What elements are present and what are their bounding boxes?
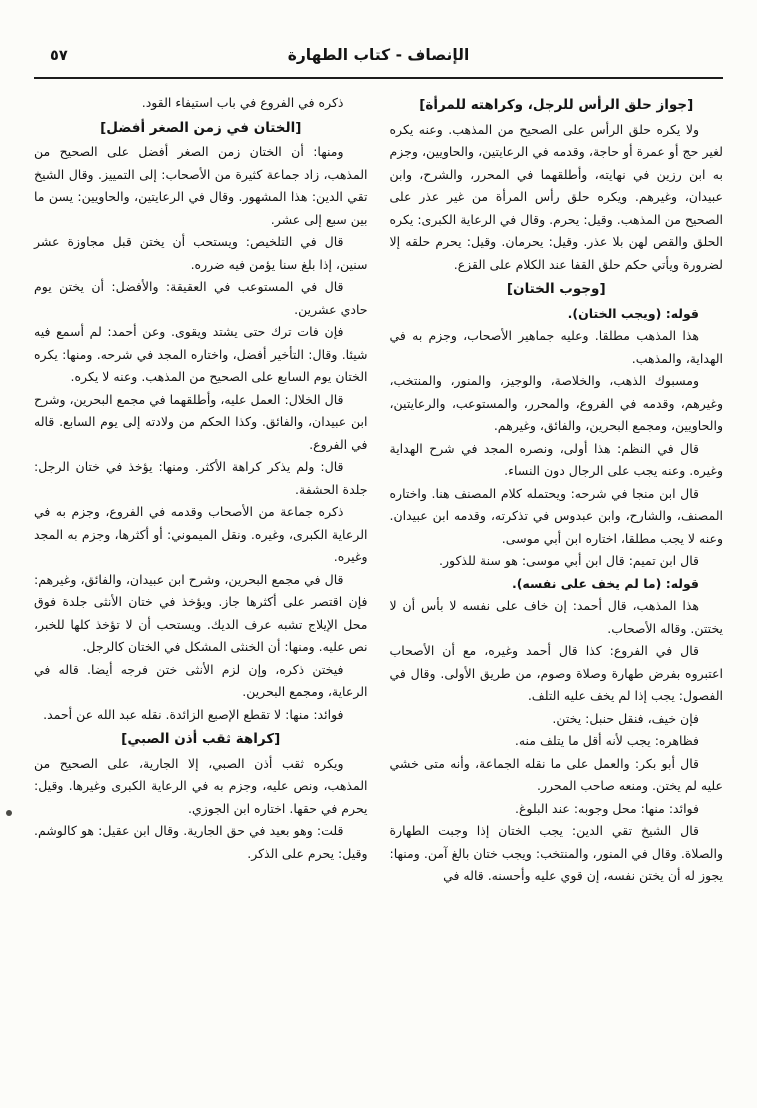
paragraph: فوائد: منها: محل وجوبه: عند البلوغ. bbox=[515, 800, 699, 816]
paragraph: قال ابن تميم: قال ابن أبي موسى: هو سنة للذكور. bbox=[439, 553, 699, 568]
page-header bbox=[34, 46, 723, 72]
paragraph: ذكره في الفروع في باب استيفاء القود. bbox=[141, 95, 344, 110]
paragraph: ويكره ثقب أذن الصبي، إلا الجارية، على الصحيح من المذهب، ونص عليه، وجزم به في الرعاية الكبرى وغيرها. وقيل: يحرم في حقها. اختاره ابن الجوزي. bbox=[34, 755, 368, 816]
header-rule bbox=[34, 77, 723, 79]
paragraph: قال في الفروع: كذا قال أحمد وغيره، مع أن الأصحاب اعتبروه بفرض طهارة وصلاة وصوم، من طريق الأولى. وقال في الفصول: يجب إذا لم يخف عليه التلف. bbox=[389, 643, 723, 703]
paragraph: قال الخلال: العمل عليه، وأطلقهما في مجمع البحرين، وشرح ابن عبيدان، والفائق. وكذا الحكم من ولادته إلى يوم السابع. قاله في الفروع. bbox=[34, 391, 368, 452]
paragraph: ولا يكره حلق الرأس على الصحيح من المذهب. وعنه يكره لغير حج أو عمرة أو حاجة، وقدمه في الرعايتين، والحاويين، وجزم به ابن رزين في نهايته، وأطلقهما في المحرر، والشرح، وابن عبيدان، وغيرهم. ويكره حلق رأس المرأة من غير عذر على الصحيح من المذهب. وقيل: يحرم. وقال في الرعاية الكبرى: يكره الحلق والقص لهن بلا عذر. وقيل: يحرمان. وقيل: يحرم حلقه إلا لضرورة ويأتي حكم حلق القفا عند الكلام على القزع. bbox=[389, 121, 723, 272]
paragraph: قلت: وهو بعيد في حق الجارية. وقال ابن عقيل: هو كالوشم. وقيل: يحرم على الذكر. bbox=[34, 823, 368, 861]
paragraph: هذا المذهب، قال أحمد: إن خاف على نفسه لا بأس أن لا يختتن. وقاله الأصحاب. bbox=[389, 598, 723, 636]
paragraph: قال في المستوعب في العقيقة: والأفضل: أن يختن يوم حادي عشرين. bbox=[34, 279, 368, 317]
paragraph: فوائد: منها: لا تقطع الإصبع الزائدة. نقله عبد الله عن أحمد. bbox=[43, 706, 344, 722]
paragraph: قال الشيخ تقي الدين: يجب الختان إذا وجبت الطهارة والصلاة. وقال في المنور، والمنتخب: ويجب ختان بالغ آمن. ومنها: يجوز له أن يختن نفسه، إن قوي عليه وأحسنه. قاله في bbox=[389, 823, 723, 883]
book-title: الإنصاف - كتاب الطهارة bbox=[287, 46, 470, 64]
paragraph: قال في التلخيص: ويستحب أن يختن قبل مجاوزة عشر سنين، إذا بلغ سنا يؤمن فيه ضرره. bbox=[34, 234, 368, 272]
section-heading: [كراهة ثقب أذن الصبي] bbox=[121, 731, 281, 747]
paragraph: فظاهره: يجب لأنه أقل ما يتلف منه. bbox=[514, 733, 699, 748]
paragraph: قال: ولم يذكر كراهة الأكثر. ومنها: يؤخذ في ختان الرجل: جلدة الحشفة. bbox=[34, 459, 368, 497]
paragraph: فإن خيف، فنقل حنبل: يختن. bbox=[552, 710, 699, 726]
column-right bbox=[390, 92, 724, 888]
paragraph: ومنها: أن الختان زمن الصغر أفضل على الصحيح من المذهب، زاد جماعة كثيرة من الأصحاب: إلى التمييز. وقال الشيخ تقي الدين: هذا المشهور. وقال في الرعايتين، والحاويين: يسن ما بين سبع إلى عشر. bbox=[34, 144, 368, 227]
paragraph: قال في النظم: هذا أولى، ونصره المجد في شرح الهداية وغيره. وعنه يجب على الرجال دون النساء. bbox=[389, 440, 723, 478]
margin-speck bbox=[6, 810, 12, 816]
paragraph: قوله: (ما لم يخف على نفسه). bbox=[511, 575, 699, 591]
paragraph: ذكره جماعة من الأصحاب وقدمه في الفروع، وجزم به في الرعاية الكبرى، وغيره. ونقل الميموني: أو أكثرها، وجزم به المجد وغيره. bbox=[34, 504, 368, 564]
section-heading: [وجوب الختان] bbox=[506, 281, 606, 297]
section-heading: [الختان في زمن الصغر أفضل] bbox=[100, 119, 302, 136]
paragraph: قوله: (ويجب الختان). bbox=[567, 305, 699, 321]
page-number: ٥٧ bbox=[50, 48, 68, 64]
paragraph: قال أبو بكر: والعمل على ما نقله الجماعة، وأنه متى خشي عليه لم يختن. ومنعه صاحب المحرر. bbox=[389, 755, 723, 793]
paragraph: فإن فات ترك حتى يشتد ويقوى. وعن أحمد: لم أسمع فيه شيئا. وقال: التأخير أفضل، واختاره المجد في شرحه. ومنها: يكره الختان يوم السابع على الصحيح من المذهب. وعنه لا يكره. bbox=[34, 324, 368, 384]
paragraph: قال ابن منجا في شرحه: ويحتمله كلام المصنف هنا. واختاره المصنف، والشارح، وابن عبدوس في تذكرته، وقدمه ابن عبيدان. وعنه لا يجب مطلقا، اختاره ابن أبي موسى. bbox=[389, 485, 723, 546]
paragraph: ومسبوك الذهب، والخلاصة، والوجيز، والمنور، والمنتخب، وغيرهم، وقدمه في الفروع، والمحرر، والمستوعب، والرعايتين، والحاويين، ومجمع البحرين، والفائق، وغيرهم. bbox=[389, 373, 723, 433]
section-heading: [جواز حلق الرأس للرجل، وكراهته للمرأة] bbox=[419, 97, 694, 113]
paragraph: قال في مجمع البحرين، وشرح ابن عبيدان، والفائق، وغيرهم: فإن اقتصر على أكثرها جاز. ويؤخذ في ختان الأنثى جلدة فوق محل الإيلاج تشبه عرف الديك. ويستحب أن لا تؤخذ كلها للخبر، نص عليه. ومنها: أن الخنثى المشكل في الختان كالرجل. bbox=[34, 571, 368, 654]
text-columns bbox=[34, 92, 723, 888]
paragraph: هذا المذهب مطلقا. وعليه جماهير الأصحاب، وجزم به في الهداية، والمذهب. bbox=[389, 328, 723, 366]
paragraph: فيختن ذكره، وإن لزم الأنثى ختن فرجه أيضا. قاله في الرعاية، ومجمع البحرين. bbox=[34, 661, 368, 699]
column-left bbox=[34, 92, 368, 888]
